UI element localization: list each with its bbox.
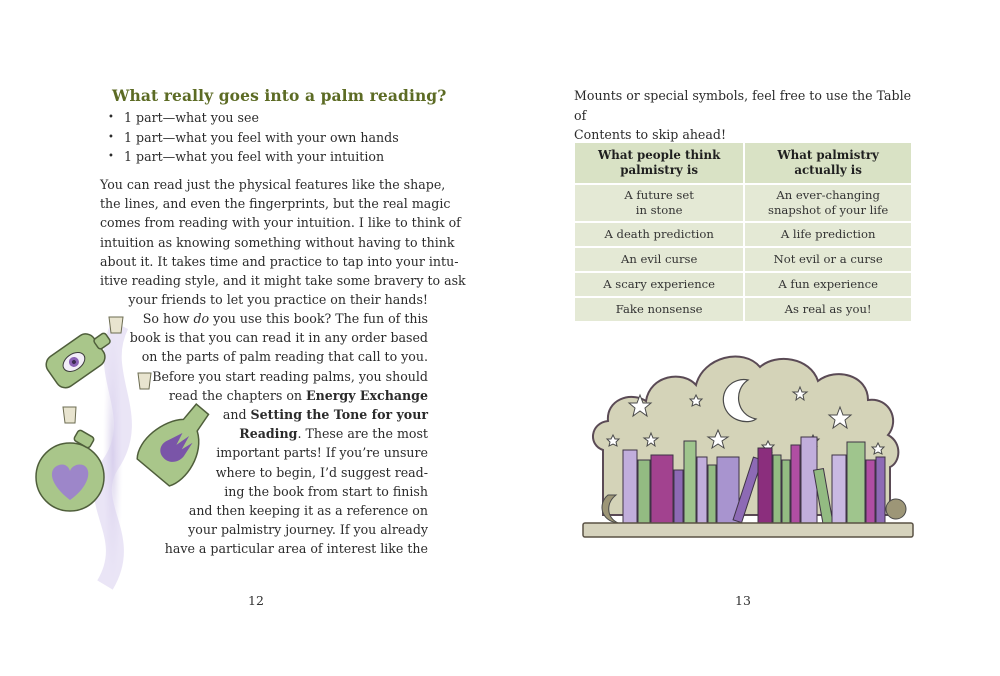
book-spine <box>847 442 865 525</box>
text-line: So how do you use this book? The fun of this <box>142 311 428 326</box>
table-row <box>575 223 911 246</box>
table-cell: Fake nonsense <box>575 298 743 321</box>
section-heading: What really goes into a palm reading? <box>112 86 447 105</box>
book-spine <box>708 465 716 525</box>
table-row <box>575 273 911 296</box>
hand-bottle-icon <box>133 394 215 490</box>
sun-bookend-icon <box>886 499 906 519</box>
bookshelf-illustration <box>578 345 918 545</box>
paragraph-continued <box>574 86 919 145</box>
palmistry-myths-table <box>573 141 913 323</box>
text-line: your friends to let you practice on their hands! <box>128 292 428 308</box>
text-line: the lines, and even the fingerprints, but the real magic <box>100 196 451 212</box>
table-cell: A death prediction <box>575 223 743 246</box>
text-line: You can read just the physical features like the shape, <box>100 177 446 192</box>
book-spine <box>782 460 790 525</box>
book-spine <box>651 455 673 525</box>
text-line: itive reading style, and it might take some bravery to ask <box>100 273 466 289</box>
book-spine <box>697 457 707 525</box>
table-cell: Not evil or a curse <box>745 248 911 271</box>
text-line: where to begin, I’d suggest read- <box>215 464 428 480</box>
text-line: Reading. These are the most <box>239 426 428 442</box>
column-header-reality: What palmistry actually is <box>745 143 911 183</box>
book-spine <box>791 445 800 525</box>
bullet-item: • 1 part—what you feel with your intuition <box>106 147 399 167</box>
paragraph-intuition <box>100 175 466 309</box>
table-cell: An evil curse <box>575 248 743 271</box>
table-cell: A fun experience <box>745 273 911 296</box>
heart-bottle-icon <box>36 429 104 511</box>
book-spine <box>638 460 650 525</box>
table-row <box>575 185 911 221</box>
text-line: important parts! If you’re unsure <box>216 445 428 461</box>
book-spine <box>674 470 683 525</box>
table-cell: As real as you! <box>745 298 911 321</box>
text-line: Before you start reading palms, you should <box>152 368 428 384</box>
bullet-list <box>106 108 399 167</box>
shelf-board <box>583 523 913 537</box>
text-line: about it. It takes time and practice to tap into your intu- <box>100 253 459 269</box>
chapter-ref-setting-the-tone: Setting the Tone for your <box>250 407 428 423</box>
table-header-row <box>575 143 911 183</box>
text-line: book is that you can read it in any order based <box>129 330 428 346</box>
book-spine <box>876 457 885 525</box>
bullet-item: • 1 part—what you see <box>106 108 399 128</box>
text-line: ing the book from start to finish <box>224 483 428 499</box>
book-spine <box>773 455 781 525</box>
book-spine <box>832 455 846 525</box>
potion-bottles-illustration <box>25 305 215 590</box>
text-line: intuition as knowing something without having to think <box>100 234 455 250</box>
page-number: 12 <box>248 593 264 608</box>
text-line: Mounts or special symbols, feel free to use the Table of <box>574 88 912 123</box>
book-spine <box>684 441 696 525</box>
bullet-item: • 1 part—what you feel with your own hands <box>106 128 399 148</box>
text-line: your palmistry journey. If you already <box>188 522 428 538</box>
book-spine <box>623 450 637 525</box>
text-line: and Setting the Tone for your <box>222 407 428 423</box>
table-cell: A life prediction <box>745 223 911 246</box>
text-line: read the chapters on Energy Exchange <box>168 387 428 403</box>
right-page <box>500 0 1000 676</box>
column-header-myth: What people think palmistry is <box>575 143 743 183</box>
text-line: comes from reading with your intuition. I like to think of <box>100 215 461 231</box>
table-row <box>575 248 911 271</box>
table-row <box>575 298 911 321</box>
table-cell: A future set in stone <box>575 185 743 221</box>
text-line: on the parts of palm reading that call to you. <box>141 349 428 365</box>
text-line: and then keeping it as a reference on <box>188 503 428 519</box>
text-line: Contents to skip ahead! <box>574 127 727 142</box>
page-number: 13 <box>735 593 751 608</box>
table-cell: A scary experience <box>575 273 743 296</box>
chapter-ref-energy-exchange: Energy Exchange <box>306 387 428 403</box>
book-spine <box>801 437 817 525</box>
text-line: have a particular area of interest like the <box>164 541 428 557</box>
book-spine <box>758 448 772 525</box>
table-cell: An ever-changing snapshot of your life <box>745 185 911 221</box>
book-spine <box>866 460 875 525</box>
